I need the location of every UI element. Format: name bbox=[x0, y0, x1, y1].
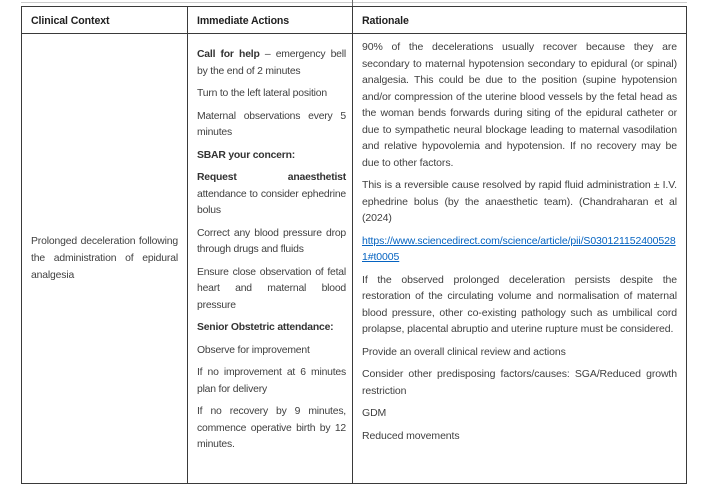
action-paragraph: Maternal observations every 5 minutes bbox=[197, 110, 346, 138]
header-label: Immediate Actions bbox=[197, 15, 290, 27]
header-label: Clinical Context bbox=[31, 15, 110, 27]
clinical-context-text: Prolonged deceleration following the administration of epidural analgesia bbox=[31, 236, 178, 281]
header-rationale bbox=[353, 7, 686, 34]
rationale-paragraph: Reduced movements bbox=[362, 429, 460, 442]
action-paragraph: Request anaesthetist attendance to consider ephedrine bolus bbox=[197, 172, 346, 216]
header-label: Rationale bbox=[362, 15, 409, 27]
action-paragraph: Call for help – emergency bell by the end of 2 minutes bbox=[197, 49, 346, 77]
action-paragraph: Observe for improvement bbox=[197, 344, 310, 356]
rationale-paragraph: If the observed prolonged deceleration persists despite the restoration of the circulating volume and normalisation of maternal blood pressure, other co-existing pathology such as umbilical cord prolapse, placental abruptio and uterine rupture must be considered. bbox=[362, 273, 677, 335]
rationale-paragraph bbox=[362, 233, 677, 266]
action-paragraph: Ensure close observation of fetal heart and maternal blood pressure bbox=[197, 266, 346, 311]
clinical-context-cell bbox=[22, 34, 188, 483]
rationale-paragraph: 90% of the decelerations usually recover because they are secondary to maternal hypotension secondary to epidural (or spinal) analgesia. This could be due to the position (supine hypotension and/or compression of the uterine blood vessels by the fetal head as the woman bends forwards during siting of the epidural catheter or due to sympathetic neural blockage leading to maternal vasodilation and relative hypovolemia and hypotension. If no recovery may be due to other factors. bbox=[362, 41, 677, 169]
action-paragraph: SBAR your concern: bbox=[197, 149, 296, 161]
cropped-row-top-line bbox=[21, 2, 687, 3]
rationale-cell bbox=[353, 34, 686, 483]
rationale-paragraph: This is a reversible cause resolved by rapid fluid administration ± I.V. ephedrine bolus (by the anaesthetic team). (Chandraharan et al (2024) bbox=[362, 179, 677, 224]
rationale-paragraph: Consider other predisposing factors/causes: SGA/Reduced growth restriction bbox=[362, 368, 677, 397]
clinical-guidance-table bbox=[21, 6, 687, 484]
immediate-actions-cell bbox=[188, 34, 353, 483]
rationale-paragraph: GDM bbox=[362, 407, 387, 419]
action-paragraph: Turn to the left lateral position bbox=[197, 88, 327, 99]
header-immediate-actions bbox=[188, 7, 353, 34]
rationale-paragraph: Provide an overall clinical review and actions bbox=[362, 345, 566, 358]
header-clinical-context bbox=[22, 7, 188, 34]
action-paragraph: Correct any blood pressure drop through drugs and fluids bbox=[197, 227, 346, 255]
sciencedirect-link[interactable]: https://www.sciencedirect.com/science/article/pii/S0301211524005281#t0005 bbox=[362, 234, 676, 263]
action-paragraph: If no recovery by 9 minutes, commence operative birth by 12 minutes. bbox=[197, 406, 346, 450]
action-paragraph: If no improvement at 6 minutes plan for delivery bbox=[197, 367, 346, 395]
action-paragraph: Senior Obstetric attendance: bbox=[197, 322, 334, 333]
